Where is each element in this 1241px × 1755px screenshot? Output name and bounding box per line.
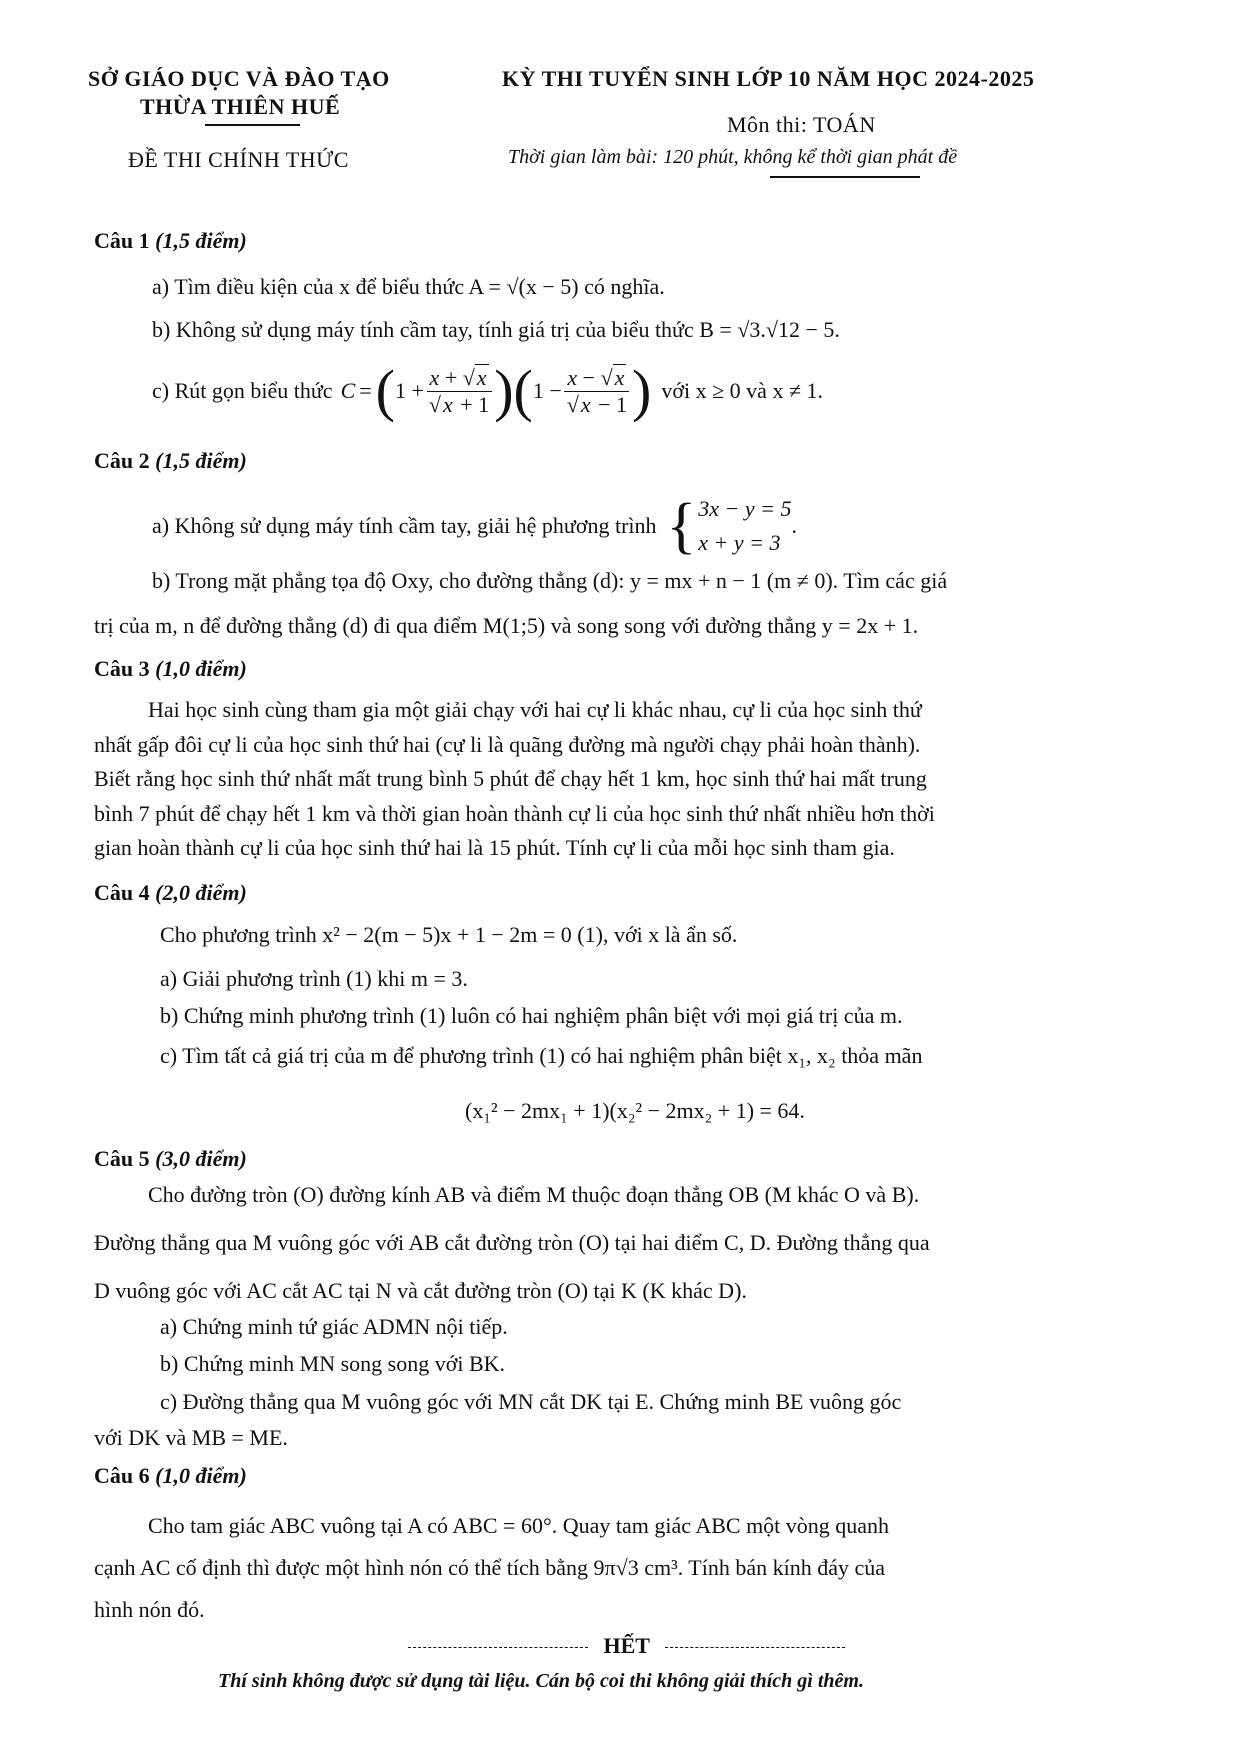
question-4c: c) Tìm tất cả giá trị của m để phương trình (1) có hai nghiệm phân biệt x₁, x₂ thỏa mãn xyxy=(160,1043,923,1068)
department-name: SỞ GIÁO DỤC VÀ ĐÀO TẠO xyxy=(88,66,390,91)
question-3-line: Biết rằng học sinh thứ nhất mất trung bình 5 phút để chạy hết 1 km, học sinh thứ hai mất trung xyxy=(94,766,927,792)
question-5-body xyxy=(94,1178,930,1309)
question-3-line: gian hoàn thành cự li của học sinh thứ hai là 15 phút. Tính cự li của mỗi học sinh tham gia. xyxy=(94,835,895,861)
question-4-intro: Cho phương trình x² − 2(m − 5)x + 1 − 2m = 0 (1), với x là ẩn số. xyxy=(160,922,738,947)
question-1c: c) Rút gọn biểu thức C = ( 1 + $\frac{x + √x}{√x + 1}$ ) ( 1 − $\frac{x - √x}{√x - 1}$ ) với x ≥ 0 và x ≠ 1. xyxy=(152,358,824,423)
question-2b-line1: b) Trong mặt phẳng tọa độ Oxy, cho đường thẳng (d): y = mx + n − 1 (m ≠ 0). Tìm các giá xyxy=(152,568,948,593)
footer-note: Thí sinh không được sử dụng tài liệu. Cán bộ coi thi không giải thích gì thêm. xyxy=(218,1670,864,1692)
question-5-heading: Câu 5 (3,0 điểm) xyxy=(94,1146,247,1171)
question-6-line: hình nón đó. xyxy=(94,1597,205,1622)
equation-1: 3x − y = 5 xyxy=(698,496,792,521)
question-3-line: nhất gấp đôi cự li của học sinh thứ hai (cự li là quãng đường mà người chạy phải hoàn thành). xyxy=(94,731,921,757)
question-5-line: Cho đường tròn (O) đường kính AB và điểm M thuộc đoạn thẳng OB (M khác O và B). xyxy=(148,1182,920,1207)
header-underline-left xyxy=(205,124,300,126)
question-6-heading: Câu 6 (1,0 điểm) xyxy=(94,1463,247,1488)
question-3-heading: Câu 3 (1,0 điểm) xyxy=(94,656,247,681)
question-5-line: D vuông góc với AC cắt AC tại N và cắt đường tròn (O) tại K (K khác D). xyxy=(94,1278,747,1304)
province-name: THỪA THIÊN HUẾ xyxy=(140,94,341,119)
question-2b-line2: trị của m, n để đường thẳng (d) đi qua điểm M(1;5) và song song với đường thẳng y = 2x + 1. xyxy=(94,613,919,638)
header-underline-right xyxy=(770,176,920,178)
question-6-line: cạnh AC cố định thì được một hình nón có thể tích bằng 9π√3 cm³. Tính bán kính đáy của xyxy=(94,1555,886,1580)
question-2-heading: Câu 2 (1,5 điểm) xyxy=(94,448,247,473)
question-5-line: Đường thẳng qua M vuông góc với AB cắt đường tròn (O) tại hai điểm C, D. Đường thẳng qua xyxy=(94,1229,930,1255)
question-4c-equation: (x₁² − 2mx₁ + 1)(x₂² − 2mx₂ + 1) = 64. xyxy=(465,1098,805,1123)
subject-line: Môn thi: TOÁN xyxy=(727,112,876,137)
question-3-line: Hai học sinh cùng tham gia một giải chạy với hai cự li khác nhau, cự li của học sinh thứ xyxy=(148,697,922,722)
question-1a: a) Tìm điều kiện của x để biểu thức A = √(x − 5) có nghĩa. xyxy=(152,274,665,299)
question-6-body xyxy=(94,1505,889,1631)
question-5a: a) Chứng minh tứ giác ADMN nội tiếp. xyxy=(160,1314,508,1339)
official-exam-label: ĐỀ THI CHÍNH THỨC xyxy=(128,147,349,172)
end-dash-left xyxy=(408,1647,588,1648)
equation-system: { 3x − y = 5 x + y = 3 xyxy=(666,492,792,561)
time-allowed: Thời gian làm bài: 120 phút, không kể thời gian phát đề xyxy=(508,146,958,168)
question-5c-line1: c) Đường thẳng qua M vuông góc với MN cắt DK tại E. Chứng minh BE vuông góc xyxy=(160,1389,902,1414)
end-label: HẾT xyxy=(603,1633,650,1658)
exam-title: KỲ THI TUYỂN SINH LỚP 10 NĂM HỌC 2024-2025 xyxy=(502,66,1035,91)
question-4b: b) Chứng minh phương trình (1) luôn có hai nghiệm phân biệt với mọi giá trị của m. xyxy=(160,1003,903,1028)
question-6-line: Cho tam giác ABC vuông tại A có ABC = 60°. Quay tam giác ABC một vòng quanh xyxy=(148,1513,890,1538)
end-dash-right xyxy=(665,1647,845,1648)
question-4a: a) Giải phương trình (1) khi m = 3. xyxy=(160,966,468,991)
end-marker xyxy=(408,1633,845,1659)
question-1b: b) Không sử dụng máy tính cầm tay, tính giá trị của biểu thức B = √3.√12 − 5. xyxy=(152,317,840,342)
question-5b: b) Chứng minh MN song song với BK. xyxy=(160,1351,506,1376)
question-3-line: bình 7 phút để chạy hết 1 km và thời gian hoàn thành cự li của học sinh thứ nhất nhiều hơn thời xyxy=(94,800,935,826)
question-5c-line2: với DK và MB = ME. xyxy=(94,1425,288,1450)
question-1-heading: Câu 1 (1,5 điểm) xyxy=(94,228,247,253)
question-2a: a) Không sử dụng máy tính cầm tay, giải hệ phương trình { 3x − y = 5 x + y = 3 . xyxy=(152,492,798,561)
equation-2: x + y = 3 xyxy=(698,530,781,556)
question-4-heading: Câu 4 (2,0 điểm) xyxy=(94,880,247,905)
question-3-body xyxy=(94,693,935,866)
